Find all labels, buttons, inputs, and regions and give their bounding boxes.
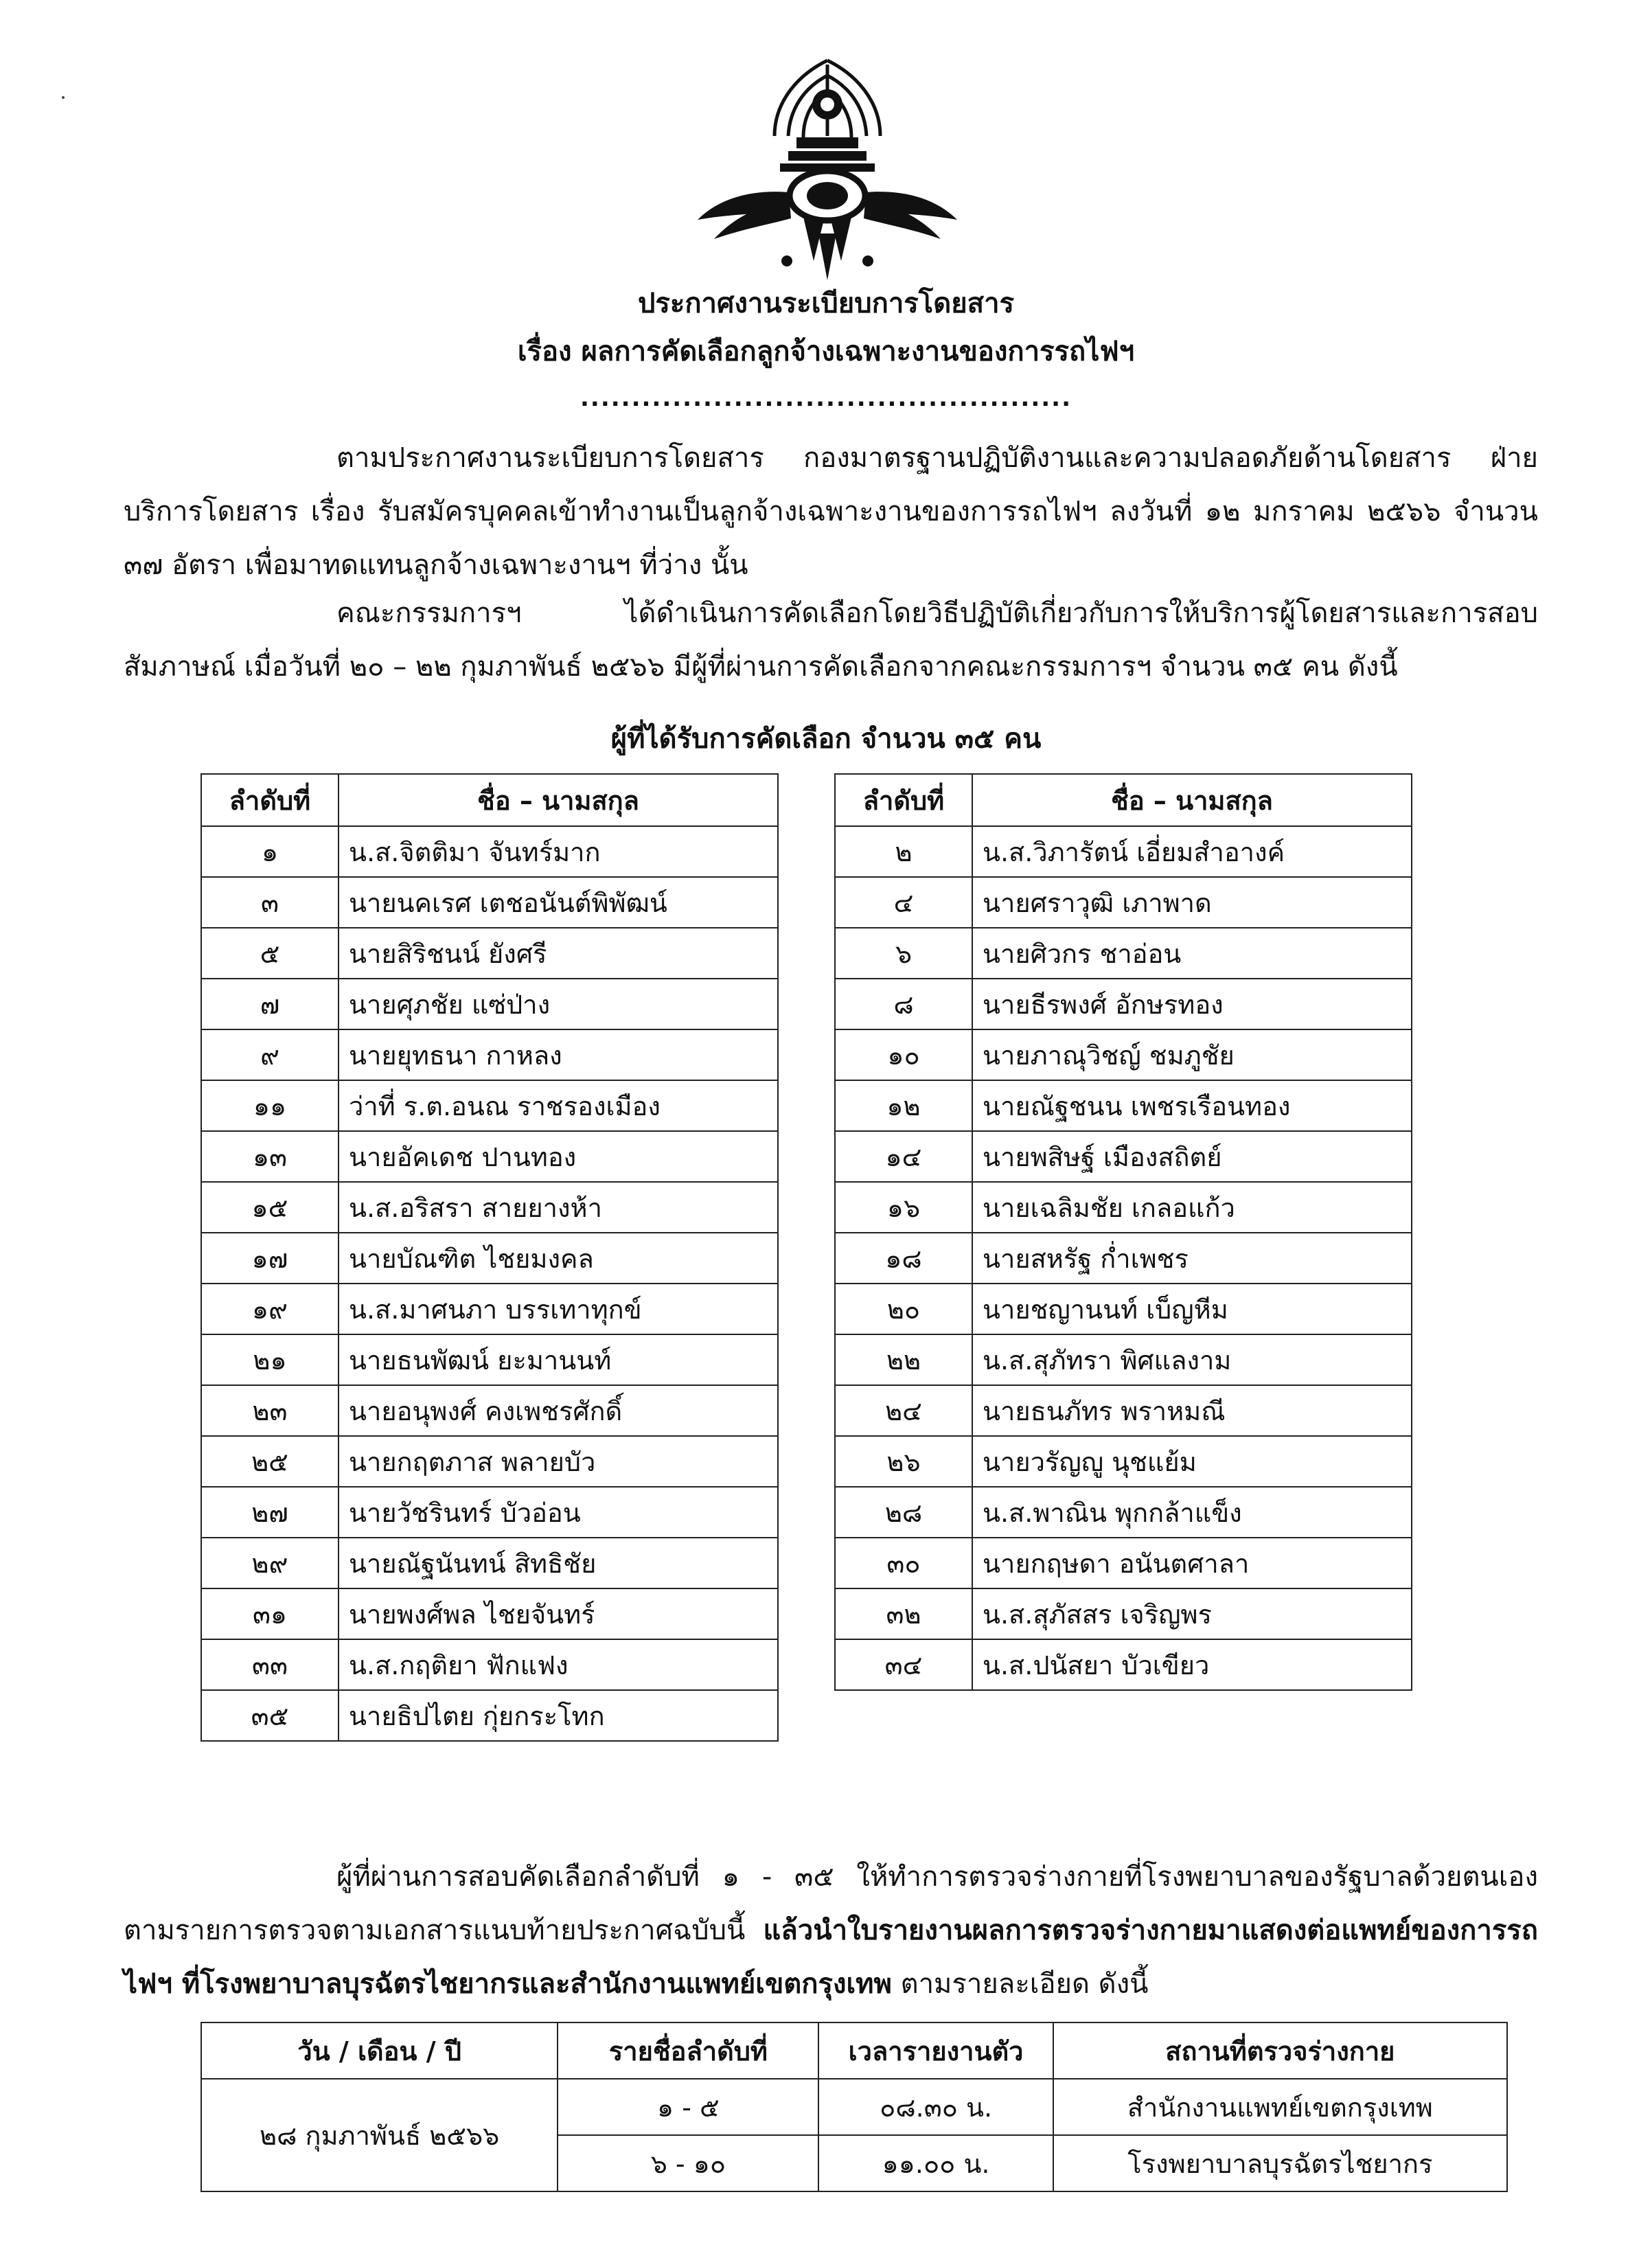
row-name: น.ส.กฤติยา ฟักแฟง [339,1639,778,1690]
row-number: ๑๕ [201,1182,339,1233]
table-row [201,877,778,928]
row-number: ๒๓ [201,1385,339,1436]
row-number: ๑๖ [835,1182,972,1233]
table-row [201,1385,778,1436]
row-number: ๔ [835,877,972,928]
table-row [835,928,1412,979]
row-name: น.ส.ปนัสยา บัวเขียว [972,1639,1412,1690]
table-row [835,1080,1412,1131]
selected-names-table-left [200,773,779,1742]
row-number: ๓๑ [201,1588,339,1639]
row-name: นายชญานนท์ เบ็ญหีม [972,1284,1412,1334]
paragraph-background: ตามประกาศงานระเบียบการโดยสาร กองมาตรฐานปฏิบัติงานและความปลอดภัยด้านโดยสาร ฝ่ายบริการโดยสาร เรื่อง รับสมัครบุคคลเข้าทำงานเป็นลูกจ้างเฉพาะงานของการรถไฟฯ ลงวันที่ ๑๒ มกราคม ๒๕๖๖ จำนวน ๓๗ อัตรา เพื่อมาทดแทนลูกจ้างเฉพาะงานฯ ที่ว่าง นั้น [124,442,1538,581]
medical-schedule-table [200,2022,1508,2192]
table-row [201,979,778,1029]
row-name: นายเฉลิมชัย เกลอแก้ว [972,1182,1412,1233]
row-name: นายธีรพงศ์ อักษรทอง [972,979,1412,1029]
row-number: ๓ [201,877,339,928]
table-row [835,1639,1412,1690]
row-name: นายณัฐชนน เพชรเรือนทอง [972,1080,1412,1131]
paragraph-medical-check-part2: ตามรายละเอียด ดังนี้ [891,1968,1149,2000]
table-row [835,1538,1412,1588]
schedule-range: ๖ - ๑๐ [558,2135,818,2191]
schedule-header-range: รายชื่อลำดับที่ [558,2022,818,2079]
row-name: น.ส.มาศนภา บรรเทาทุกข์ [339,1284,778,1334]
schedule-header-place: สถานที่ตรวจร่างกาย [1053,2022,1507,2079]
title-divider: ................................................ [580,385,1072,412]
row-name: น.ส.วิภารัตน์ เอี่ยมสำอางค์ [972,826,1412,877]
table-row [201,826,778,877]
row-number: ๑๑ [201,1080,339,1131]
table-row [835,1588,1412,1639]
table-row [835,1334,1412,1385]
row-number: ๒๘ [835,1487,972,1538]
row-number: ๒๙ [201,1538,339,1588]
row-number: ๓๓ [201,1639,339,1690]
column-header-number: ลำดับที่ [835,774,972,826]
row-name: น.ส.อริสรา สายยางห้า [339,1182,778,1233]
row-number: ๑๔ [835,1131,972,1182]
table-row [835,979,1412,1029]
paragraph-medical-check [124,1850,1538,2011]
row-number: ๒๑ [201,1334,339,1385]
row-name: ว่าที่ ร.ต.อนณ ราชรองเมือง [339,1080,778,1131]
column-header-name: ชื่อ – นามสกุล [972,774,1412,826]
announcement-title: ประกาศงานระเบียบการโดยสาร [637,288,1015,319]
table-caption: ผู้ที่ได้รับการคัดเลือก จำนวน ๓๕ คน [610,723,1042,755]
row-name: นายพงศ์พล ไชยจันทร์ [339,1588,778,1639]
row-number: ๑๐ [835,1029,972,1080]
row-number: ๑๘ [835,1233,972,1284]
row-number: ๒ [835,826,972,877]
row-number: ๖ [835,928,972,979]
row-name: นายศุภชัย แซ่ป่าง [339,979,778,1029]
table-row [201,1588,778,1639]
row-number: ๓๐ [835,1538,972,1588]
column-header-name: ชื่อ – นามสกุล [339,774,778,826]
table-row [201,1690,778,1741]
row-name: นายภาณุวิชญ์ ชมภูชัย [972,1029,1412,1080]
row-number: ๑๗ [201,1233,339,1284]
row-number: ๗ [201,979,339,1029]
row-name: นายศราวุฒิ เภาพาด [972,877,1412,928]
schedule-time: ๑๑.๐๐ น. [818,2135,1053,2191]
schedule-date: ๒๘ กุมภาพันธ์ ๒๕๖๖ [201,2079,558,2191]
paragraph-selection: คณะกรรมการฯ ได้ดำเนินการคัดเลือกโดยวิธีปฏิบัติเกี่ยวกับการให้บริการผู้โดยสารและการสอบสัมภาษณ์ เมื่อวันที่ ๒๐ – ๒๒ กุมภาพันธ์ ๒๕๖๖ มีผู้ที่ผ่านการคัดเลือกจากคณะกรรมการฯ จำนวน ๓๕ คน ดังนี้ [124,597,1538,683]
table-row [201,1080,778,1131]
table-row [835,1487,1412,1538]
table-row [835,1233,1412,1284]
table-row [835,1029,1412,1080]
row-name: นายพสิษฐ์ เมืองสถิตย์ [972,1131,1412,1182]
table-row [201,928,778,979]
announcement-subject: เรื่อง ผลการคัดเลือกลูกจ้างเฉพาะงานของการรถไฟฯ [517,336,1135,367]
row-number: ๓๕ [201,1690,339,1741]
table-row [835,1385,1412,1436]
table-row [835,877,1412,928]
row-number: ๑๓ [201,1131,339,1182]
schedule-header-date: วัน / เดือน / ปี [201,2022,558,2079]
row-name: นายณัฐนันทน์ สิทธิชัย [339,1538,778,1588]
table-row [201,1131,778,1182]
row-name: นายอัคเดช ปานทอง [339,1131,778,1182]
table-row [201,1182,778,1233]
row-number: ๓๔ [835,1639,972,1690]
row-number: ๑ [201,826,339,877]
row-name: น.ส.จิตติมา จันทร์มาก [339,826,778,877]
row-name: นายวัชรินทร์ บัวอ่อน [339,1487,778,1538]
selected-names-table-right [834,773,1412,1691]
row-number: ๑๒ [835,1080,972,1131]
table-row [201,1538,778,1588]
row-name: นายบัณฑิต ไชยมงคล [339,1233,778,1284]
row-name: นายธิปไตย กุ่ยกระโทก [339,1690,778,1741]
table-row [835,1182,1412,1233]
row-number: ๒๖ [835,1436,972,1487]
row-name: น.ส.สุภัทรา พิศแลงาม [972,1334,1412,1385]
table-row [835,826,1412,877]
table-row [835,1131,1412,1182]
row-name: นายนคเรศ เตชอนันต์พิพัฒน์ [339,877,778,928]
row-number: ๒๔ [835,1385,972,1436]
row-name: นายศิวกร ชาอ่อน [972,928,1412,979]
schedule-place: สำนักงานแพทย์เขตกรุงเทพ [1053,2079,1507,2135]
paragraph-medical-check-bold: แล้วนำใบรายงานผลการตรวจร่างกายมาแสดงต่อแพทย์ของการรถไฟฯ ที่โรงพยาบาลบุรฉัตรไชยากรและสำนักงานแพทย์เขตกรุงเทพ [124,1915,1538,2000]
table-row [201,1334,778,1385]
row-number: ๒๗ [201,1487,339,1538]
paragraph-medical-check-part1: ผู้ที่ผ่านการสอบคัดเลือกลำดับที่ ๑ - ๓๕ ให้ทำการตรวจร่างกายที่โรงพยาบาลของรัฐบาลด้วยตนเอง ตามรายการตรวจตามเอกสารแนบท้ายประกาศฉบับนี้ [124,1861,1538,1946]
row-number: ๒๕ [201,1436,339,1487]
row-name: นายธนภัทร พราหมณี [972,1385,1412,1436]
row-name: นายสิริชนน์ ยังศรี [339,928,778,979]
table-row [201,1487,778,1538]
table-row [201,1233,778,1284]
table-row [201,1029,778,1080]
row-name: นายกฤตภาส พลายบัว [339,1436,778,1487]
column-header-number: ลำดับที่ [201,774,339,826]
table-row [835,1436,1412,1487]
schedule-range: ๑ - ๕ [558,2079,818,2135]
row-number: ๒๐ [835,1284,972,1334]
table-row [201,1284,778,1334]
schedule-time: ๐๘.๓๐ น. [818,2079,1053,2135]
schedule-row [201,2079,1507,2135]
row-number: ๘ [835,979,972,1029]
table-row [201,1436,778,1487]
row-name: นายวรัญญู นุชแย้ม [972,1436,1412,1487]
row-number: ๓๒ [835,1588,972,1639]
row-number: ๙ [201,1029,339,1080]
schedule-place: โรงพยาบาลบุรฉัตรไชยากร [1053,2135,1507,2191]
row-name: นายสหรัฐ ก่ำเพชร [972,1233,1412,1284]
row-name: นายกฤษดา อนันตศาลา [972,1538,1412,1588]
row-name: น.ส.พาณิน พุกกล้าแข็ง [972,1487,1412,1538]
row-name: น.ส.สุภัสสร เจริญพร [972,1588,1412,1639]
row-name: นายอนุพงศ์ คงเพชรศักดิ์ [339,1385,778,1436]
table-row [201,1639,778,1690]
row-name: นายธนพัฒน์ ยะมานนท์ [339,1334,778,1385]
scan-speck [62,96,65,99]
row-name: นายยุทธนา กาหลง [339,1029,778,1080]
schedule-header-time: เวลารายงานตัว [818,2022,1053,2079]
row-number: ๑๙ [201,1284,339,1334]
railway-emblem-icon [693,55,961,282]
row-number: ๕ [201,928,339,979]
row-number: ๒๒ [835,1334,972,1385]
table-row [835,1284,1412,1334]
